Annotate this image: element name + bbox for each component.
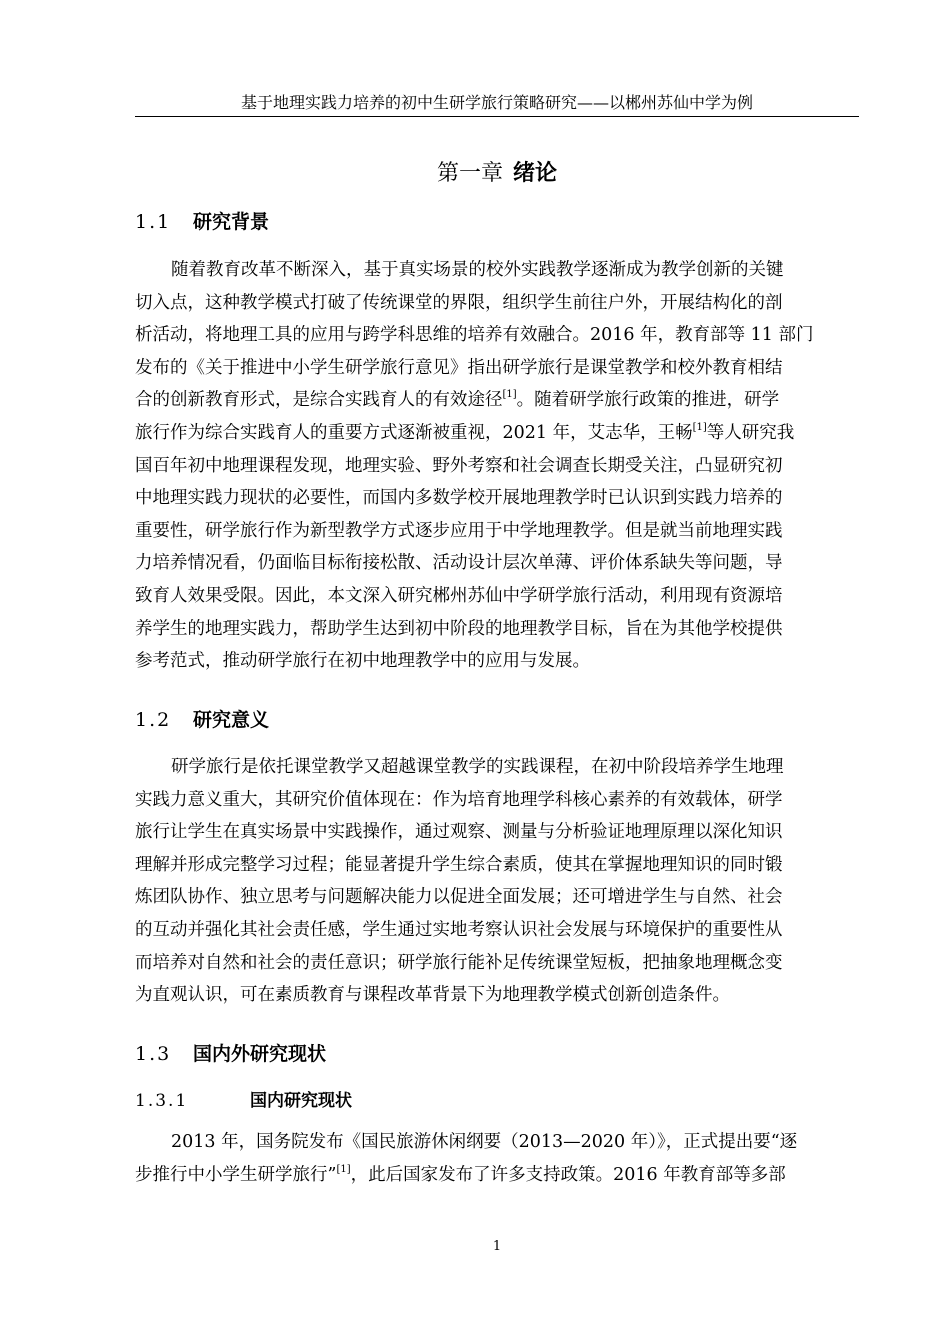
section-number: 1.1 bbox=[135, 211, 172, 233]
paragraph-line: 发布的《关于推进中小学生研学旅行意见》指出研学旅行是课堂教学和校外教育相结 bbox=[135, 357, 783, 378]
citation-marker: [1] bbox=[502, 389, 517, 401]
section-title: 研究意义 bbox=[193, 709, 270, 731]
paragraph-line: 旅行让学生在真实场景中实践操作，通过观察、测量与分析验证地理原理以深化知识 bbox=[135, 822, 783, 843]
line-text: 。随着研学旅行政策的推进，研学 bbox=[516, 390, 780, 411]
line-text: ，此后国家发布了许多支持政策。2016 年教育部等多部 bbox=[350, 1164, 786, 1185]
paragraph-line: 研学旅行是依托课堂教学又超越课堂教学的实践课程，在初中阶段培养学生地理 bbox=[171, 757, 784, 777]
line-text: 等人研究我 bbox=[706, 422, 795, 443]
subsection-title: 国内研究现状 bbox=[250, 1091, 352, 1111]
paragraph-line: 的互动并强化其社会责任感，学生通过实地考察认识社会发展与环境保护的重要性从 bbox=[135, 919, 783, 940]
paragraph-line: 理解并形成完整学习过程；能显著提升学生综合素质，使其在掌握地理知识的同时锻 bbox=[135, 854, 783, 875]
section-heading-1-1 bbox=[135, 208, 269, 236]
section-number: 1.3 bbox=[135, 1043, 172, 1065]
running-header: 基于地理实践力培养的初中生研学旅行策略研究——以郴州苏仙中学为例 bbox=[135, 92, 859, 117]
paragraph-line: 致育人效果受限。因此，本文深入研究郴州苏仙中学研学旅行活动，利用现有资源培 bbox=[135, 585, 783, 606]
page-number: 1 bbox=[492, 1239, 502, 1254]
chapter-title bbox=[135, 158, 859, 190]
section-heading-1-3 bbox=[135, 1040, 326, 1068]
chapter-number: 第一章 bbox=[436, 161, 503, 186]
paragraph-research-significance bbox=[135, 751, 859, 1012]
paragraph-line: 实践力意义重大，其研究价值体现在：作为培育地理学科核心素养的有效载体，研学 bbox=[135, 789, 783, 810]
line-text: 步推行中小学生研学旅行” bbox=[135, 1164, 337, 1185]
paragraph-line bbox=[135, 384, 859, 417]
paragraph-line: 为直观认识，可在素质教育与课程改革背景下为地理教学模式创新创造条件。 bbox=[135, 985, 730, 1006]
paragraph-line: 切入点，这种教学模式打破了传统课堂的界限，组织学生前往户外，开展结构化的剖 bbox=[135, 292, 783, 313]
section-heading-1-2 bbox=[135, 706, 269, 734]
subsection-heading-1-3-1 bbox=[135, 1088, 352, 1114]
paragraph-research-background bbox=[135, 254, 859, 678]
paragraph-line: 养学生的地理实践力，帮助学生达到初中阶段的地理教学目标，旨在为其他学校提供 bbox=[135, 618, 783, 639]
section-title: 国内外研究现状 bbox=[193, 1043, 327, 1065]
paragraph-line: 中地理实践力现状的必要性，而国内多数学校开展地理教学时已认识到实践力培养的 bbox=[135, 488, 783, 509]
paragraph-line: 重要性，研学旅行作为新型教学方式逐步应用于中学地理教学。但是就当前地理实践 bbox=[135, 520, 783, 541]
citation-marker: [1] bbox=[692, 421, 707, 433]
line-text: 合的创新教育形式，是综合实践育人的有效途径 bbox=[135, 390, 503, 411]
paragraph-line: 国百年初中地理课程发现，地理实验、野外考察和社会调查长期受关注，凸显研究初 bbox=[135, 455, 783, 476]
section-title: 研究背景 bbox=[193, 211, 270, 233]
paragraph-line: 炼团队协作、独立思考与问题解决能力以促进全面发展；还可增进学生与自然、社会 bbox=[135, 887, 783, 908]
paragraph-line: 而培养对自然和社会的责任意识；研学旅行能补足传统课堂短板，把抽象地理概念变 bbox=[135, 952, 783, 973]
line-text: 旅行作为综合实践育人的重要方式逐渐被重视，2021 年，艾志华，王畅 bbox=[135, 422, 693, 443]
section-number: 1.2 bbox=[135, 709, 172, 731]
paragraph-line: 随着教育改革不断深入，基于真实场景的校外实践教学逐渐成为教学创新的关键 bbox=[171, 260, 784, 280]
paragraph-domestic-research bbox=[135, 1126, 859, 1191]
citation-marker: [1] bbox=[336, 1163, 351, 1175]
paragraph-line bbox=[135, 1159, 859, 1192]
paragraph-line: 析活动，将地理工具的应用与跨学科思维的培养有效融合。2016 年，教育部等 11 部门 bbox=[135, 325, 814, 346]
paragraph-line: 力培养情况看，仍面临目标衔接松散、活动设计层次单薄、评价体系缺失等问题，导 bbox=[135, 553, 783, 574]
paragraph-line bbox=[135, 417, 859, 450]
chapter-name: 绪论 bbox=[513, 161, 558, 186]
paragraph-line: 2013 年，国务院发布《国民旅游休闲纲要（2013—2020 年）》，正式提出要“逐 bbox=[171, 1132, 798, 1152]
subsection-number: 1.3.1 bbox=[135, 1091, 189, 1111]
paragraph-line: 参考范式，推动研学旅行在初中地理教学中的应用与发展。 bbox=[135, 651, 590, 672]
